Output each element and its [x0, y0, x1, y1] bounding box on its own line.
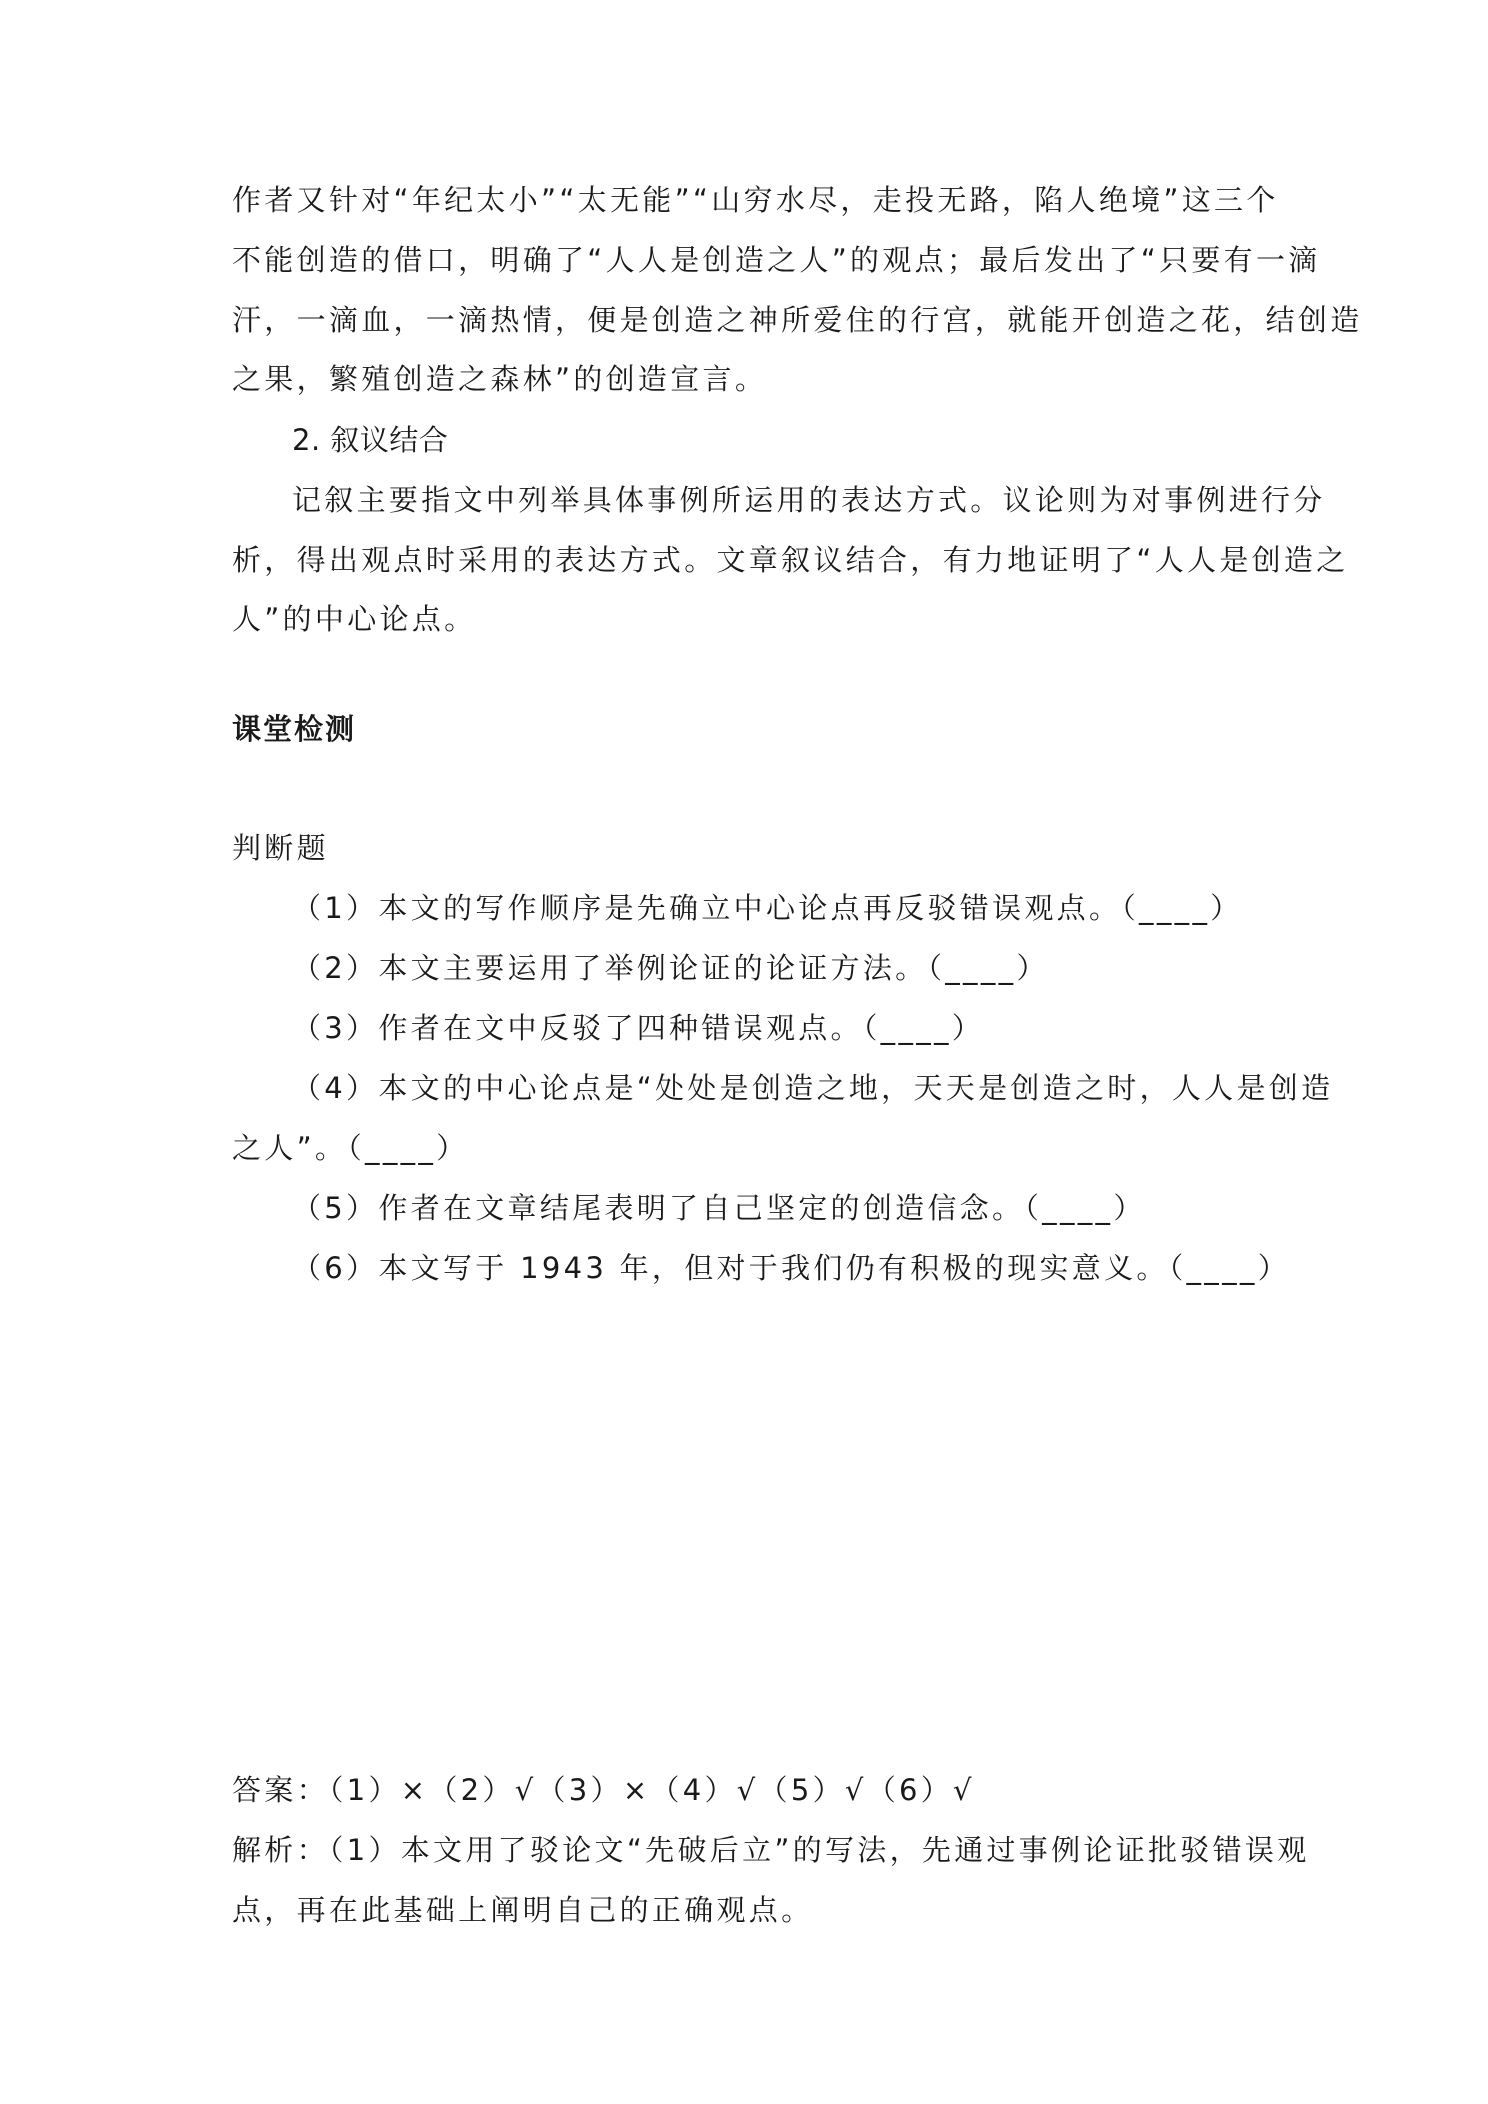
question-4-line-1: （4）本文的中心论点是“处处是创造之地，天天是创造之时，人人是创造: [292, 1071, 1334, 1105]
question-1: （1）本文的写作顺序是先确立中心论点再反驳错误观点。（____）: [292, 891, 1243, 925]
paragraph-1-line-2: 不能创造的借口，明确了“人人是创造之人”的观点；最后发出了“只要有一滴: [232, 243, 1321, 277]
answer-line: 答案：（1）×（2）√（3）×（4）√（5）√（6）√: [232, 1773, 975, 1807]
question-6: （6）本文写于 1943 年，但对于我们仍有积极的现实意义。（____）: [292, 1251, 1290, 1285]
analysis-line-2: 点，再在此基础上阐明自己的正确观点。: [232, 1893, 814, 1927]
question-5: （5）作者在文章结尾表明了自己坚定的创造信念。（____）: [292, 1191, 1146, 1225]
question-3: （3）作者在文中反驳了四种错误观点。（____）: [292, 1011, 985, 1045]
paragraph-1-line-1: 作者又针对“年纪太小”“太无能”“山穷水尽，走投无路，陷人绝境”这三个: [232, 183, 1279, 217]
analysis-line-1: 解析：（1）本文用了驳论文“先破后立”的写法，先通过事例论证批驳错误观: [232, 1833, 1310, 1867]
paragraph-1-line-4: 之果，繁殖创造之森林”的创造宣言。: [232, 362, 768, 396]
paragraph-2-line-3: 人”的中心论点。: [232, 602, 477, 636]
paragraph-1-line-3: 汗，一滴血，一滴热情，便是创造之神所爱住的行宫，就能开创造之花，结创造: [232, 303, 1363, 337]
question-type: 判断题: [232, 831, 329, 865]
paragraph-2-line-2: 析，得出观点时采用的表达方式。文章叙议结合，有力地证明了“人人是创造之: [232, 543, 1349, 577]
subheading: 2. 叙议结合: [292, 423, 449, 457]
question-2: （2）本文主要运用了举例论证的论证方法。（____）: [292, 951, 1049, 985]
paragraph-2-line-1: 记叙主要指文中列举具体事例所运用的表达方式。议论则为对事例进行分: [292, 483, 1326, 517]
question-4-line-2: 之人”。（____）: [232, 1131, 469, 1165]
section-title: 课堂检测: [232, 712, 357, 746]
